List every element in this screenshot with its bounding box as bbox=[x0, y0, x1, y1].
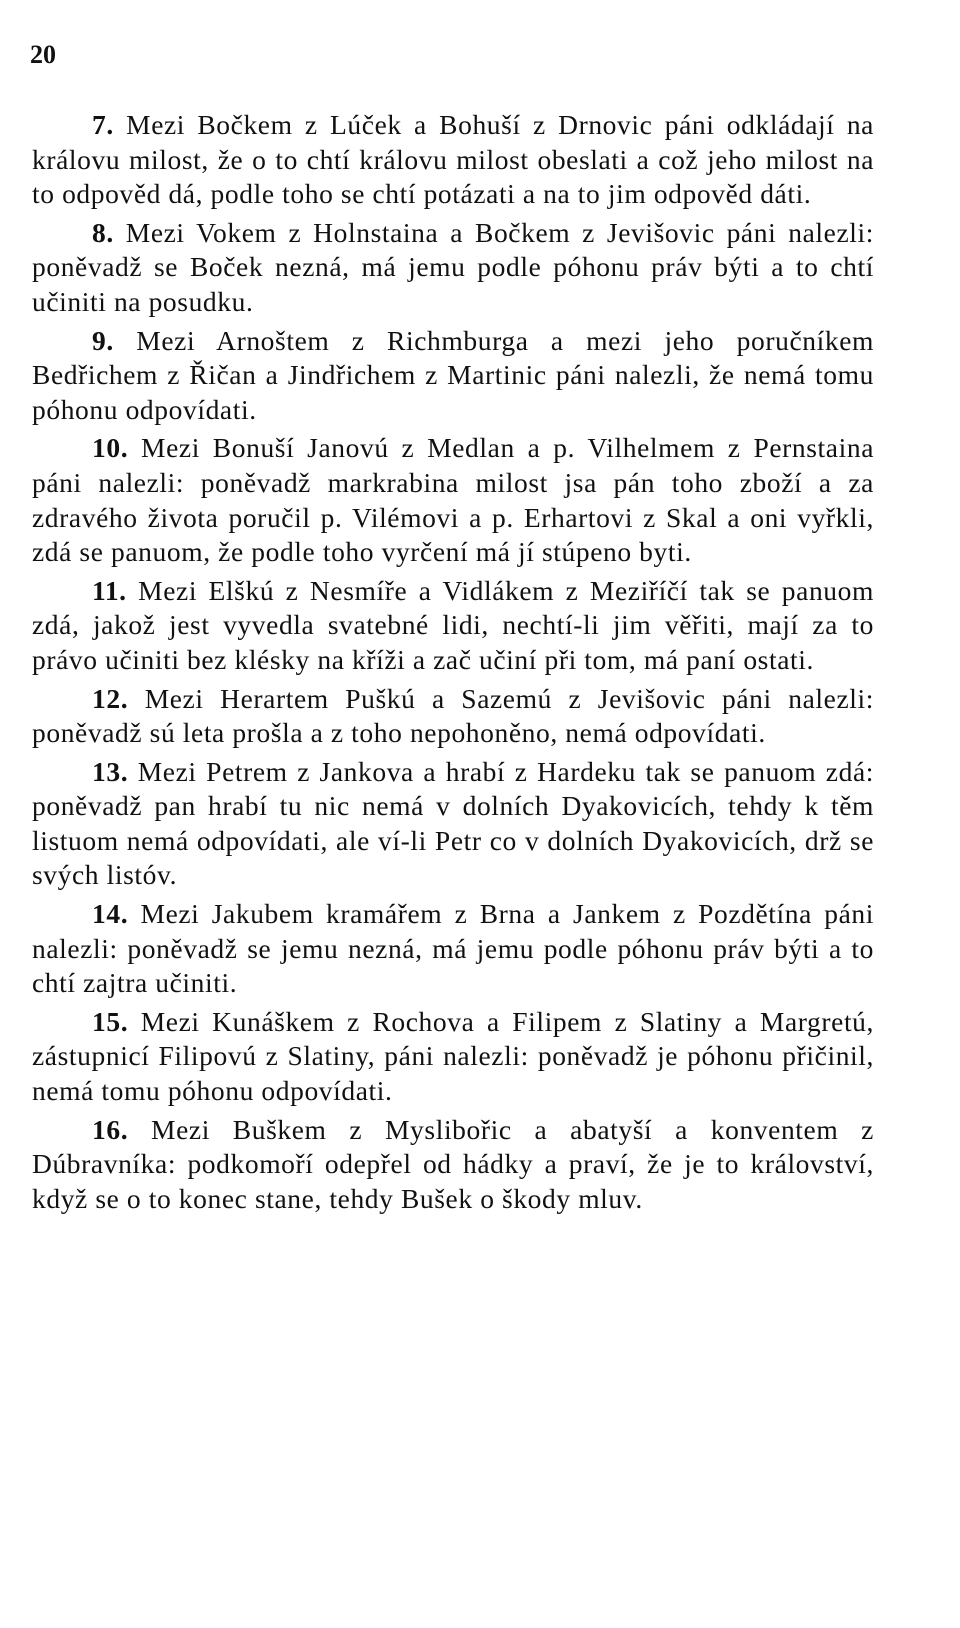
paragraph-text: Mezi Buškem z Myslibořic a abatyší a konventem z Dúbravníka: podkomoří odepřel od hádky a praví, že je to království, když se o to konec stane, tehdy Bušek o škody mluv. bbox=[32, 1113, 874, 1214]
paragraph-text: Mezi Arnoštem z Richmburga a mezi jeho poručníkem Bedřichem z Řičan a Jindřichem z Martinic páni nalezli, že nemá tomu póhonu odpovídati. bbox=[32, 324, 874, 425]
paragraph-number: 16. bbox=[92, 1113, 129, 1145]
paragraph-15 bbox=[32, 1005, 874, 1109]
paragraph-7 bbox=[32, 108, 874, 212]
paragraph-13 bbox=[32, 755, 874, 893]
paragraph-11 bbox=[32, 574, 874, 678]
paragraph-text: Mezi Elškú z Nesmíře a Vidlákem z Meziříčí tak se panuom zdá, jakož jest vyvedla svatebné lidi, nechtí-li jim věřiti, mají za to právo učiniti bez klésky na kříži a zač učiní při tom, má paní ostati. bbox=[32, 574, 874, 675]
paragraph-10 bbox=[32, 431, 874, 569]
paragraph-number: 15. bbox=[92, 1005, 129, 1037]
text-body bbox=[32, 108, 874, 1220]
paragraph-number: 8. bbox=[92, 216, 114, 248]
paragraph-16 bbox=[32, 1113, 874, 1217]
paragraph-12 bbox=[32, 682, 874, 751]
paragraph-text: Mezi Kunáškem z Rochova a Filipem z Slatiny a Margretú, zástupnicí Filipovú z Slatiny, páni nalezli: poněvadž je póhonu přičinil, nemá tomu póhonu odpovídati. bbox=[32, 1005, 875, 1107]
paragraph-text: Mezi Jakubem kramářem z Brna a Jankem z Pozdětína páni nalezli: poněvadž se jemu nezná, má jemu podle póhonu práv býti a to chtí zajtra učiniti. bbox=[32, 898, 874, 999]
paragraph-number: 14. bbox=[92, 898, 129, 930]
paragraph-9 bbox=[32, 324, 874, 428]
paragraph-8 bbox=[32, 216, 874, 320]
paragraph-number: 12. bbox=[92, 682, 129, 714]
paragraph-14 bbox=[32, 897, 874, 1001]
paragraph-text: Mezi Vokem z Holnstaina a Bočkem z Jevišovic páni nalezli: poněvadž se Boček nezná, má jemu podle póhonu práv býti a to chtí učiniti na posudku. bbox=[32, 216, 874, 317]
paragraph-number: 13. bbox=[92, 755, 129, 787]
paragraph-number: 9. bbox=[92, 324, 114, 356]
page-number: 20 bbox=[30, 40, 56, 69]
paragraph-text: Mezi Petrem z Jankova a hrabí z Hardeku tak se panuom zdá: poněvadž pan hrabí tu nic nemá v dolních Dyakovicích, tehdy k těm listuom nemá odpovídati, ale ví-li Petr co v dolních Dyakovicích, drž se svých listóv. bbox=[32, 755, 875, 891]
paragraph-number: 10. bbox=[92, 432, 129, 464]
paragraph-text: Mezi Herartem Puškú a Sazemú z Jevišovic páni nalezli: poněvadž sú leta prošla a z toho nepohoněno, nemá odpovídati. bbox=[32, 682, 874, 749]
paragraph-text: Mezi Bočkem z Lúček a Bohuší z Drnovic páni odkládají na královu milost, že o to chtí královu milost obeslati a což jeho milost na to odpověd dá, podle toho se chtí potázati a na to jim odpověd dáti. bbox=[32, 109, 874, 210]
paragraph-text: Mezi Bonuší Janovú z Medlan a p. Vilhelmem z Pernstaina páni nalezli: poněvadž markrabina milost jsa pán toho zboží a za zdravého života poručil p. Vilémovi a p. Erhartovi z Skal a oni vyřkli, zdá se panuom, že podle toho vyrčení má jí stúpeno byti. bbox=[32, 432, 875, 568]
paragraph-number: 7. bbox=[92, 109, 114, 140]
paragraph-number: 11. bbox=[92, 574, 127, 606]
